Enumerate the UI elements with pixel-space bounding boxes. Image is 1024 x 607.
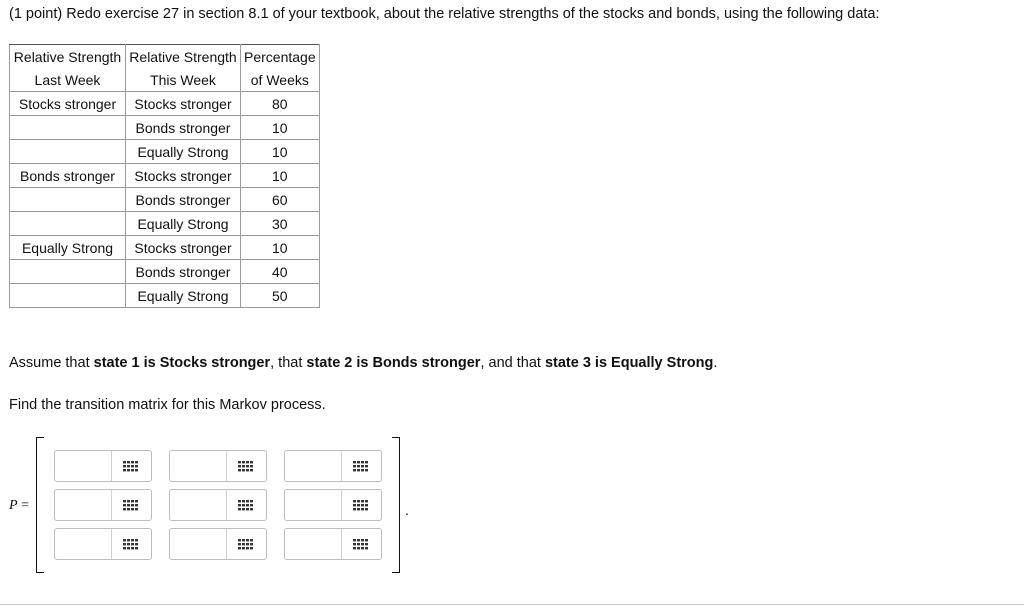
table-header-row [10, 45, 320, 69]
table-row [10, 140, 320, 164]
divider [0, 604, 1024, 605]
table-cell: Stocks stronger [10, 92, 126, 116]
table-cell [10, 212, 126, 236]
table-row [10, 212, 320, 236]
table-cell: Equally Strong [126, 212, 241, 236]
table-cell: 10 [241, 164, 320, 188]
table-cell: Equally Strong [10, 236, 126, 260]
state-1-definition: state 1 is Stocks stronger [93, 355, 271, 371]
table-cell [10, 188, 126, 212]
table-row [10, 92, 320, 116]
table-cell: 10 [241, 140, 320, 164]
table-cell [10, 116, 126, 140]
question-prompt: Find the transition matrix for this Markov process. [9, 397, 326, 413]
table-cell: 80 [241, 92, 320, 116]
grid-icon[interactable] [353, 499, 369, 511]
table-cell [10, 284, 126, 308]
table-cell: Bonds stronger [10, 164, 126, 188]
table-row [10, 116, 320, 140]
question-header: (1 point) Redo exercise 27 in section 8.1 of your textbook, about the relative strengths of the stocks and bonds, using the following data: [9, 6, 880, 22]
table-cell: Bonds stronger [126, 116, 241, 140]
table-header: Relative Strength [126, 45, 241, 69]
matrix-input[interactable] [170, 490, 227, 520]
table-header: Relative Strength [10, 45, 126, 69]
assumption-part: Assume that [9, 355, 94, 371]
assumption-text [9, 355, 717, 371]
matrix-input[interactable] [55, 529, 112, 559]
matrix-input[interactable] [55, 490, 112, 520]
matrix-input[interactable] [285, 529, 342, 559]
matrix-end-period: . [405, 502, 409, 518]
table-cell: Stocks stronger [126, 164, 241, 188]
grid-icon[interactable] [238, 460, 254, 472]
table-cell: Stocks stronger [126, 236, 241, 260]
table-cell: 30 [241, 212, 320, 236]
assumption-part: , and that [480, 355, 545, 371]
grid-icon[interactable] [238, 538, 254, 550]
assumption-part: . [713, 355, 718, 371]
matrix-label [9, 498, 29, 514]
matrix-cell-3-3 [284, 528, 382, 560]
table-cell: 40 [241, 260, 320, 284]
table-row [10, 260, 320, 284]
table-row [10, 164, 320, 188]
table-cell: Equally Strong [126, 140, 241, 164]
matrix-cell-3-1 [54, 528, 152, 560]
table-header: This Week [126, 68, 241, 92]
table-cell: 50 [241, 284, 320, 308]
matrix-input[interactable] [170, 451, 227, 481]
grid-icon[interactable] [123, 538, 139, 550]
matrix-input[interactable] [55, 451, 112, 481]
table-cell: Bonds stronger [126, 260, 241, 284]
table-row [10, 284, 320, 308]
matrix-right-bracket [392, 437, 400, 573]
table-cell: 10 [241, 236, 320, 260]
table-header: Percentage [241, 45, 320, 69]
matrix-cell-1-1 [54, 450, 152, 482]
matrix-input[interactable] [285, 451, 342, 481]
table-header: Last Week [10, 68, 126, 92]
matrix-left-bracket [36, 437, 44, 573]
table-header: of Weeks [241, 68, 320, 92]
table-row [10, 188, 320, 212]
assumption-part: , that [270, 355, 307, 371]
table-cell: 60 [241, 188, 320, 212]
table-cell: Bonds stronger [126, 188, 241, 212]
table-header-row [10, 68, 320, 92]
table-cell [10, 140, 126, 164]
matrix-cell-2-3 [284, 489, 382, 521]
grid-icon[interactable] [353, 538, 369, 550]
matrix-cell-3-2 [169, 528, 267, 560]
matrix-cell-2-1 [54, 489, 152, 521]
table-cell: 10 [241, 116, 320, 140]
table-cell [10, 260, 126, 284]
matrix-cell-1-2 [169, 450, 267, 482]
grid-icon[interactable] [238, 499, 254, 511]
grid-icon[interactable] [123, 499, 139, 511]
matrix-input[interactable] [285, 490, 342, 520]
table-cell: Equally Strong [126, 284, 241, 308]
matrix-symbol: P [9, 498, 18, 513]
matrix-cell-1-3 [284, 450, 382, 482]
table-row [10, 236, 320, 260]
matrix-input[interactable] [170, 529, 227, 559]
state-3-definition: state 3 is Equally Strong [544, 355, 714, 371]
matrix-cell-2-2 [169, 489, 267, 521]
table-cell: Stocks stronger [126, 92, 241, 116]
equals-sign: = [17, 498, 29, 513]
state-2-definition: state 2 is Bonds stronger [306, 355, 481, 371]
grid-icon[interactable] [123, 460, 139, 472]
grid-icon[interactable] [353, 460, 369, 472]
data-table [9, 44, 320, 308]
